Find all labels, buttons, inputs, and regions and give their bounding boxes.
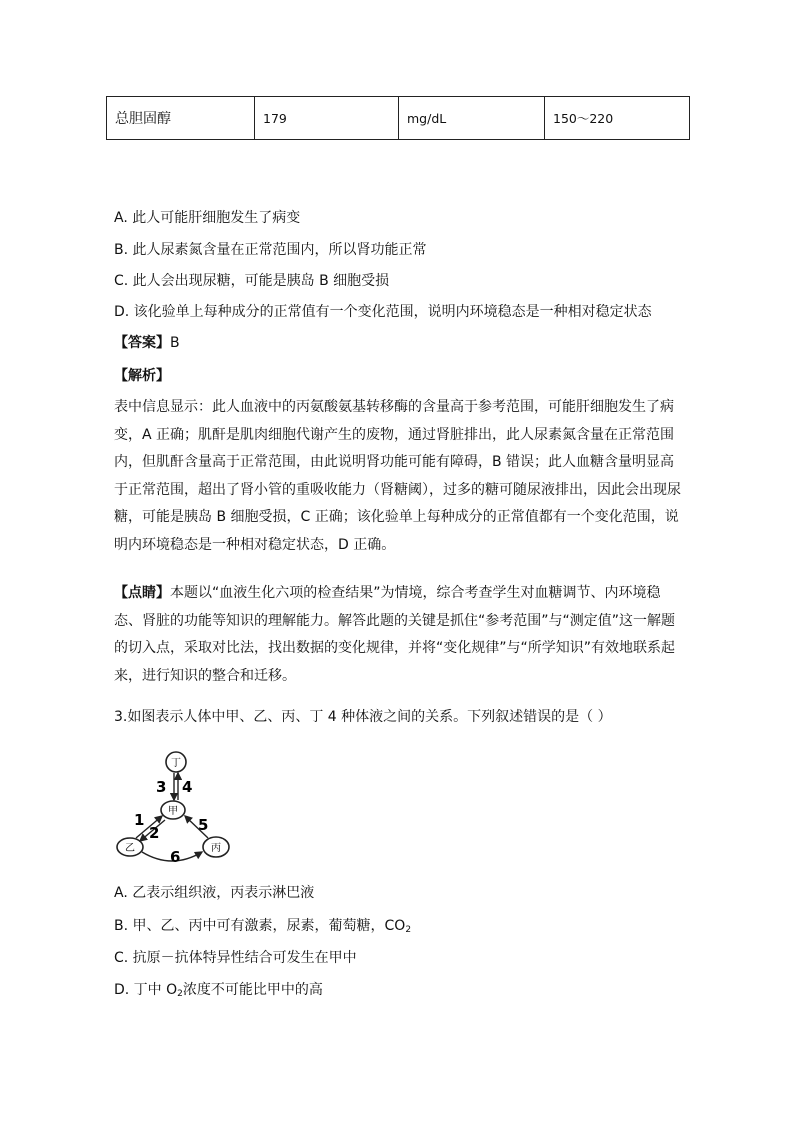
measured-value-cell: 179	[255, 97, 399, 140]
table-row	[107, 97, 690, 140]
q3-option-b-text: B. 甲、乙、丙中可有激素，尿素，葡萄糖，CO	[114, 918, 406, 934]
arrow-label-6: 6	[170, 848, 181, 866]
unit-cell: mg/dL	[399, 97, 545, 140]
q2-option-b: B. 此人尿素氮含量在正常范围内，所以肾功能正常	[114, 242, 427, 258]
q2-option-c: C. 此人会出现尿糖，可能是胰岛 B 细胞受损	[114, 273, 390, 289]
node-bing-label: 丙	[211, 843, 221, 854]
lab-result-table	[106, 96, 690, 140]
q3-option-d-subscript: 2	[177, 989, 183, 999]
answer-value: B	[170, 335, 180, 351]
q3-option-d	[114, 980, 323, 1004]
body-fluid-diagram	[112, 748, 242, 868]
arrow-label-5: 5	[198, 816, 209, 834]
q3-option-c: C. 抗原－抗体特异性结合可发生在甲中	[114, 950, 357, 966]
arrow-label-1: 1	[134, 811, 145, 829]
reference-range-cell: 150～220	[545, 97, 690, 140]
arrow-label-4: 4	[182, 778, 193, 796]
answer-label: 【答案】	[114, 335, 170, 351]
q3-stem: 3.如图表示人体中甲、乙、丙、丁 4 种体液之间的关系。下列叙述错误的是（ ）	[114, 709, 612, 725]
q2-option-a: A. 此人可能肝细胞发生了病变	[114, 210, 301, 226]
q3-option-a: A. 乙表示组织液，丙表示淋巴液	[114, 885, 315, 901]
analysis-text: 表中信息显示：此人血液中的丙氨酸氨基转移酶的含量高于参考范围，可能肝细胞发生了病变，A 正确；肌酐是肌肉细胞代谢产生的废物，通过肾脏排出，此人尿素氮含量在正常范围内，但肌酐含量高于正常范围，由此说明肾功能可能有障碍，B 错误；此人血糖含量明显高于正常范围，超出了肾小管的重吸收能力（肾糖阈），过多的糖可随尿液排出，因此会出现尿糖，可能是胰岛 B 细胞受损，C 正确；该化验单上每种成分的正常值都有一个变化范围，说明内环境稳态是一种相对稳定状态，D 正确。	[114, 399, 681, 553]
q3-option-b	[114, 916, 411, 940]
item-name-cell: 总胆固醇	[107, 97, 255, 140]
answer-line	[114, 333, 180, 353]
q3-option-b-subscript: 2	[405, 925, 412, 935]
node-yi-label: 乙	[125, 843, 135, 854]
comment-paragraph	[114, 580, 684, 690]
q3-option-d-post: 浓度不可能比甲中的高	[182, 982, 323, 998]
node-jia-label: 甲	[168, 806, 178, 817]
analysis-label: 【解析】	[114, 368, 170, 384]
comment-label: 【点睛】	[114, 585, 170, 601]
node-ding-label: 丁	[171, 758, 181, 769]
arrow-label-3: 3	[156, 778, 167, 796]
q2-option-d: D. 该化验单上每种成分的正常值有一个变化范围，说明内环境稳态是一种相对稳定状态	[114, 304, 652, 320]
comment-text: 本题以“血液生化六项的检查结果”为情境，综合考查学生对血糖调节、内环境稳态、肾脏的功能等知识的理解能力。解答此题的关键是抓住“参考范围”与“测定值”这一解题的切入点，采取对比法，找出数据的变化规律，并将“变化规律”与“所学知识”有效地联系起来，进行知识的整合和迁移。	[114, 585, 676, 684]
arrow-label-2: 2	[149, 824, 160, 842]
q3-option-d-pre: D. 丁中 O	[114, 982, 178, 998]
